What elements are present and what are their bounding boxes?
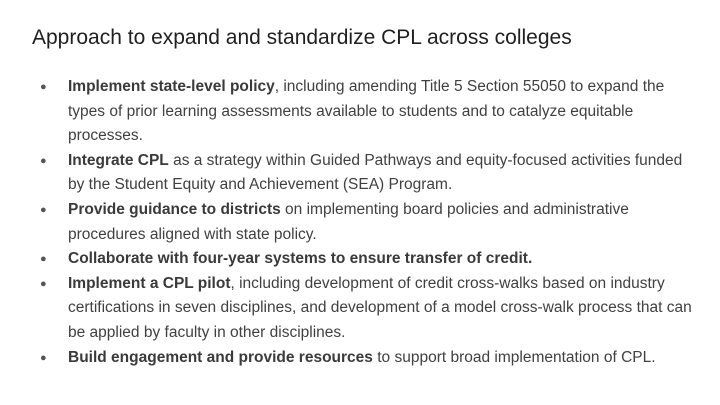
bullet-item-engagement-resources [40, 346, 700, 371]
bullet-emphasis: Implement state-level policy [68, 78, 275, 95]
slide-title: Approach to expand and standardize CPL across colleges [32, 26, 572, 49]
bullet-emphasis: Collaborate with four-year systems to ensure transfer of credit. [68, 250, 533, 268]
bullet-dot-icon: ● [40, 154, 47, 167]
bullet-emphasis: Implement a CPL pilot [68, 274, 231, 292]
bullet-dot-icon: ● [40, 81, 47, 93]
bullet-text: , including amending Title 5 Section 55050 to expand the types of prior learning assessments available to students and to catalyze equitable processes. [68, 78, 665, 145]
bullet-item-state-policy [40, 75, 700, 149]
bullet-item-cpl-pilot [40, 272, 700, 346]
bullet-text: as a strategy within Guided Pathways and equity-focused activities funded by the Student Equity and Achievement (SEA) Program. [68, 151, 683, 194]
bullet-dot-icon: ● [40, 277, 47, 290]
bullet-item-four-year-collaboration [40, 247, 700, 272]
bullet-dot-icon: ● [40, 351, 47, 364]
bullet-text: to support broad implementation of CPL. [372, 348, 656, 366]
bullet-emphasis: Provide guidance to districts [68, 200, 281, 218]
bullet-list [40, 75, 700, 370]
bullet-item-guidance-districts [40, 198, 700, 247]
bullet-emphasis: Integrate CPL [68, 151, 169, 169]
bullet-emphasis: Build engagement and provide resources [68, 348, 373, 366]
bullet-dot-icon: ● [40, 253, 47, 266]
bullet-dot-icon: ● [40, 203, 47, 216]
bullet-text: on implementing board policies and administrative procedures aligned with state policy. [68, 200, 629, 243]
bullet-item-integrate-cpl [40, 149, 700, 198]
bullet-text: , including development of credit cross-walks based on industry certifications in seven disciplines, and development of a model cross-walk process that can be applied by faculty in other disciplines. [68, 274, 692, 341]
